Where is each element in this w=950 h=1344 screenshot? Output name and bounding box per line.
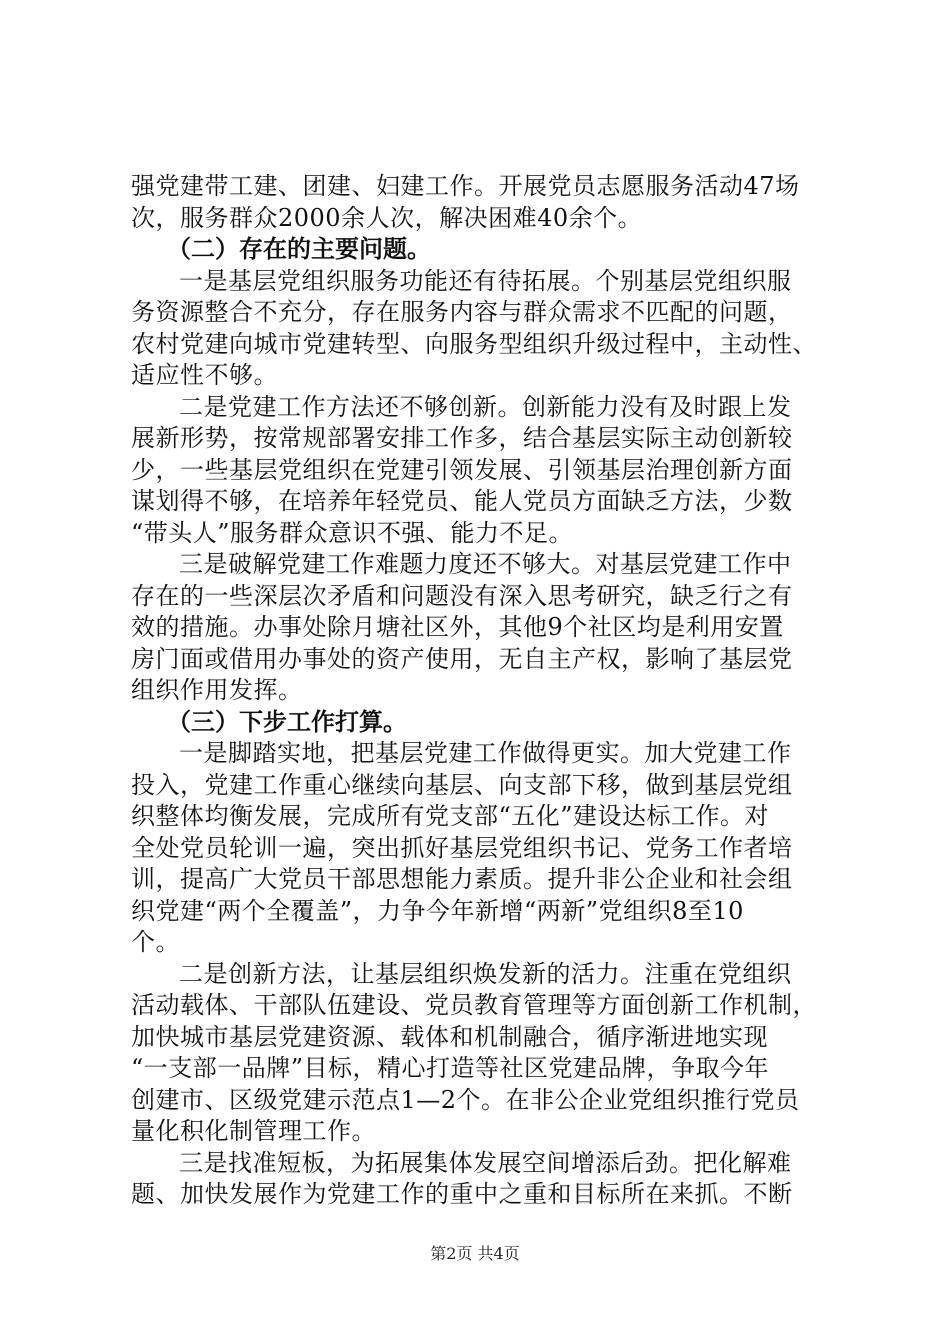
paragraph-line: 织整体均衡发展，完成所有党支部“五化”建设达标工作。对 xyxy=(131,802,770,830)
paragraph-line: “带头人”服务群众意识不强、能力不足。 xyxy=(131,518,574,547)
paragraph-line: 一是脚踏实地，把基层党建工作做得更实。加大党建工作 xyxy=(179,739,792,767)
paragraph-line: 务资源整合不充分，存在服务内容与群众需求不匹配的问题， xyxy=(131,298,793,326)
paragraph-line: 织党建“两个全覆盖”，力争今年新增“两新”党组织8至10 xyxy=(131,896,744,925)
paragraph-line: 强党建带工建、团建、妇建工作。开展党员志愿服务活动47场 xyxy=(131,172,800,200)
section-heading: （二）存在的主要问题。 xyxy=(167,235,431,263)
paragraph-line: 个。 xyxy=(131,928,180,956)
paragraph-line: 创建市、区级党建示范点1—2个。在非公企业党组织推行党员 xyxy=(131,1085,800,1114)
paragraph-line: 投入，党建工作重心继续向基层、向支部下移，做到基层党组 xyxy=(131,770,793,799)
paragraph-line: 三是找准短板，为拓展集体发展空间增添后劲。把化解难 xyxy=(179,1148,792,1177)
paragraph-line: 展新形势，按常规部署安排工作多，结合基层实际主动创新较 xyxy=(131,424,793,452)
paragraph-line: 活动载体、干部队伍建设、党员教育管理等方面创新工作机制， xyxy=(131,991,817,1019)
page-number-footer: 第2页 共4页 xyxy=(430,1244,520,1263)
paragraph-line: 二是创新方法，让基层组织焕发新的活力。注重在党组织 xyxy=(179,959,792,988)
paragraph-line: 农村党建向城市党建转型、向服务型组织升级过程中，主动性、 xyxy=(131,329,817,358)
paragraph-line: 量化积化制管理工作。 xyxy=(131,1117,376,1145)
paragraph-line: 谋划得不够，在培养年轻党员、能人党员方面缺乏方法，少数 xyxy=(131,487,793,515)
paragraph-line: 全处党员轮训一遍，突出抓好基层党组织书记、党务工作者培 xyxy=(131,833,793,862)
paragraph-line: 少，一些基层党组织在党建引领发展、引领基层治理创新方面 xyxy=(131,455,793,484)
paragraph-line: 存在的一些深层次矛盾和问题没有深入思考研究，缺乏行之有 xyxy=(131,581,793,610)
paragraph-line: “一支部一品牌”目标，精心打造等社区党建品牌，争取今年 xyxy=(131,1054,770,1082)
paragraph-line: 加快城市基层党建资源、载体和机制融合，循序渐进地实现 xyxy=(131,1022,768,1051)
paragraph-line: 房门面或借用办事处的资产使用，无自主产权，影响了基层党 xyxy=(131,644,793,673)
section-heading: （三）下步工作打算。 xyxy=(167,707,407,736)
paragraph-line: 二是党建工作方法还不够创新。创新能力没有及时跟上发 xyxy=(179,392,792,421)
paragraph-line: 三是破解党建工作难题力度还不够大。对基层党建工作中 xyxy=(179,550,792,578)
paragraph-line: 效的措施。办事处除月塘社区外，其他9个社区均是利用安置 xyxy=(131,613,784,641)
document-body xyxy=(131,171,851,1211)
paragraph-line: 训，提高广大党员干部思想能力素质。提升非公企业和社会组 xyxy=(131,865,793,893)
paragraph-line: 次，服务群众2000余人次，解决困难40余个。 xyxy=(131,203,643,232)
paragraph-line: 组织作用发挥。 xyxy=(131,676,303,704)
paragraph-line: 一是基层党组织服务功能还有待拓展。个别基层党组织服 xyxy=(179,266,792,295)
paragraph-line: 适应性不够。 xyxy=(131,361,278,389)
paragraph-line: 题、加快发展作为党建工作的重中之重和目标所在来抓。不断 xyxy=(131,1180,793,1208)
